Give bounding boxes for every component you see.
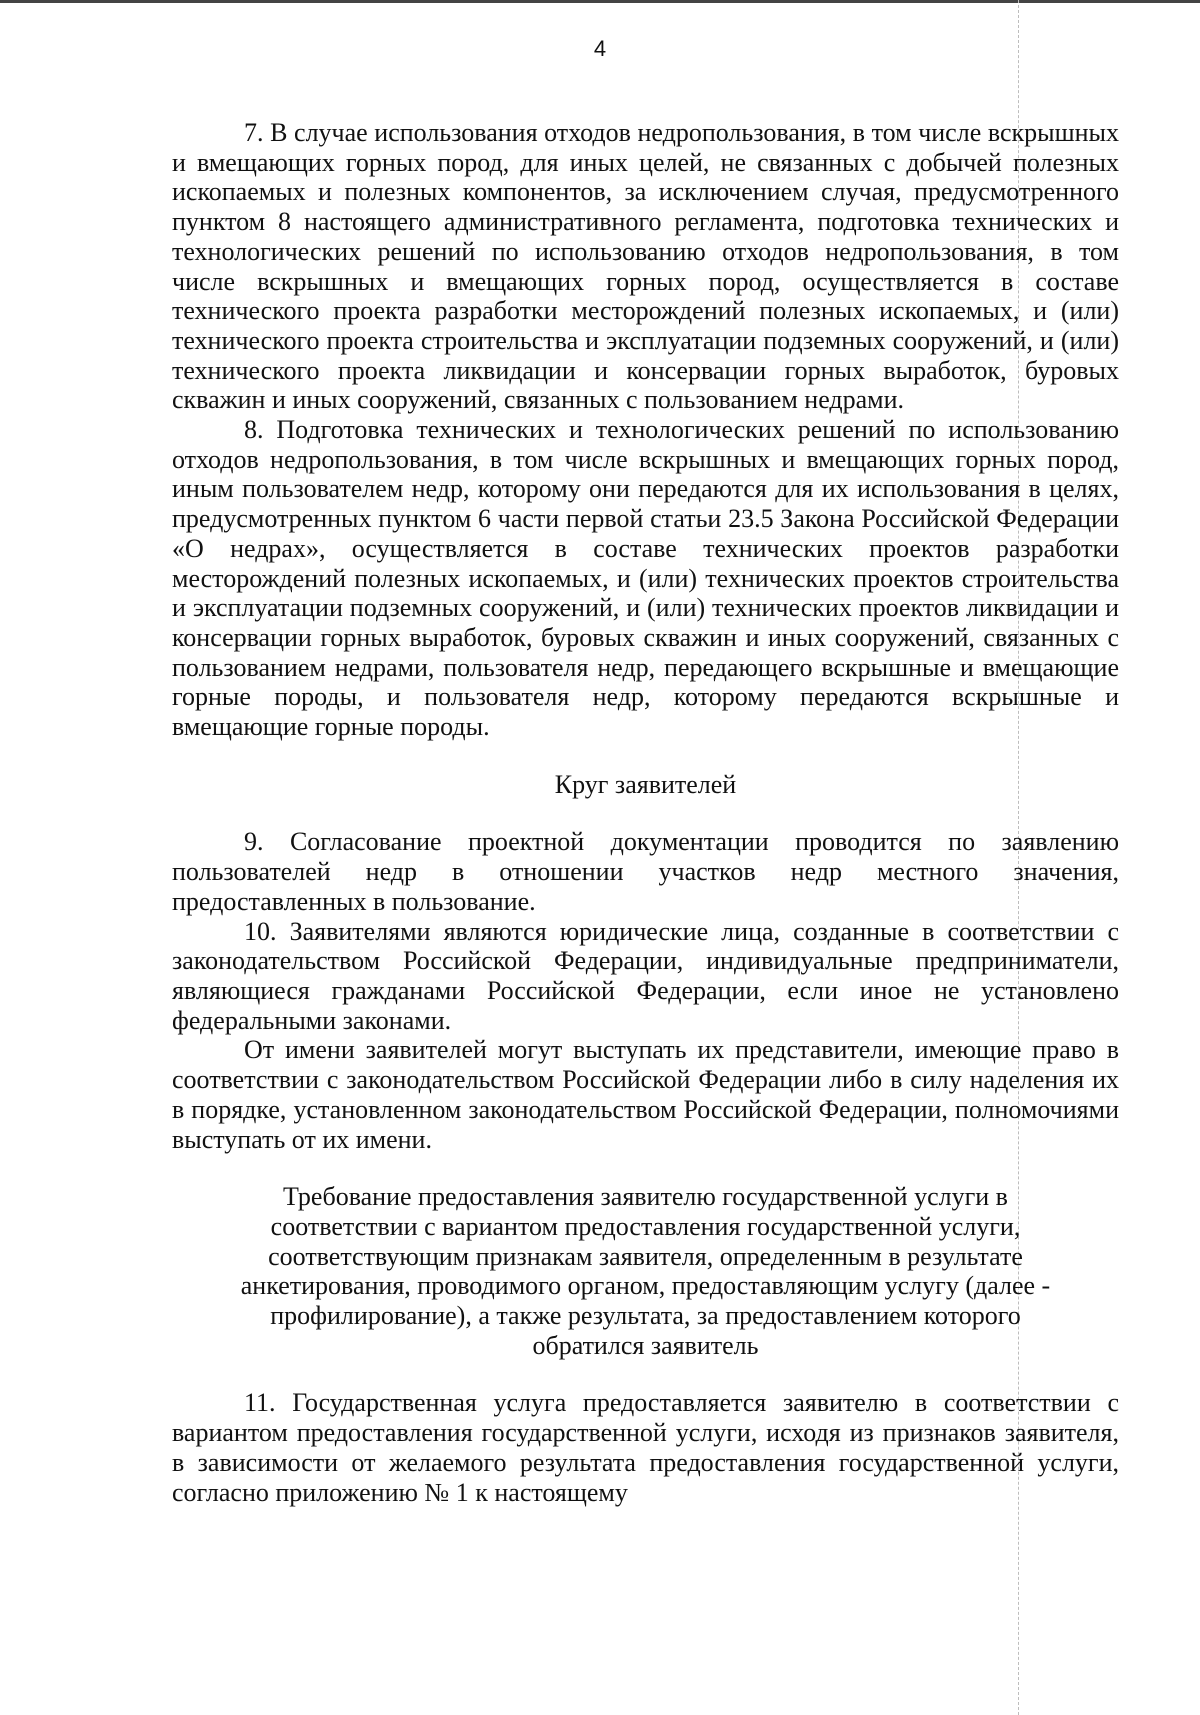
paragraph-10: 10. Заявителями являются юридические лица, созданные в соответствии с законодательством Российской Федерации, индивидуальные предприниматели, являющиеся гражданами Российской Федерации, если иное не установлено федеральными законами.	[172, 916, 1119, 1035]
paragraph-8: 8. Подготовка технических и технологических решений по использованию отходов недропользования, в том числе вскрышных и вмещающих горных пород, иным пользователем недр, которому они передаются для их использования в целях, предусмотренных пунктом 6 части первой статьи 23.5 Закона Российской Федерации «О недрах», осуществляется в составе технических проектов разработки месторождений полезных ископаемых, и (или) технических проектов строительства и эксплуатации подземных сооружений, и (или) технических проектов ликвидации и консервации горных выработок, буровых скважин и иных сооружений, связанных с пользованием недрами, пользователя недр, передающего вскрышные и вмещающие горные породы, и пользователя недр, которому передаются вскрышные и вмещающие горные породы.	[172, 415, 1119, 742]
paragraph-10-continued: От имени заявителей могут выступать их представители, имеющие право в соответствии с законодательством Российской Федерации либо в силу наделения их в порядке, установленном законодательством Российской Федерации, полномочиями выступать от их имени.	[172, 1035, 1119, 1154]
paragraph-9: 9. Согласование проектной документации проводится по заявлению пользователей недр в отношении участков недр местного значения, предоставленных в пользование.	[172, 827, 1119, 916]
section-heading-applicants: Круг заявителей	[554, 769, 737, 799]
scan-edge	[0, 0, 1200, 3]
page-number: 4	[593, 36, 607, 61]
paragraph-11: 11. Государственная услуга предоставляется заявителю в соответствии с вариантом предоставления государственной услуги, исходя из признаков заявителя, в зависимости от желаемого результата предоставления государственной услуги, согласно приложению № 1 к настоящему	[172, 1388, 1119, 1507]
document-body	[172, 118, 1119, 1507]
section-heading-requirement: Требование предоставления заявителю государственной услуги в соответствии с вариантом предоставления государственной услуги, соответствующим признакам заявителя, определенным в результате анкетирования, проводимого органом, предоставляющим услугу (далее - профилирование), а также результата, за предоставлением которого обратился заявитель	[240, 1182, 1051, 1360]
paragraph-7: 7. В случае использования отходов недропользования, в том числе вскрышных и вмещающих горных пород, для иных целей, не связанных с добычей полезных ископаемых и полезных компонентов, за исключением случая, предусмотренного пунктом 8 настоящего административного регламента, подготовка технических и технологических решений по использованию отходов недропользования, в том числе вскрышных и вмещающих горных пород, осуществляется в составе технического проекта разработки месторождений полезных ископаемых, и (или) технического проекта строительства и эксплуатации подземных сооружений, и (или) технического проекта ликвидации и консервации горных выработок, буровых скважин и иных сооружений, связанных с пользованием недрами.	[172, 118, 1119, 415]
